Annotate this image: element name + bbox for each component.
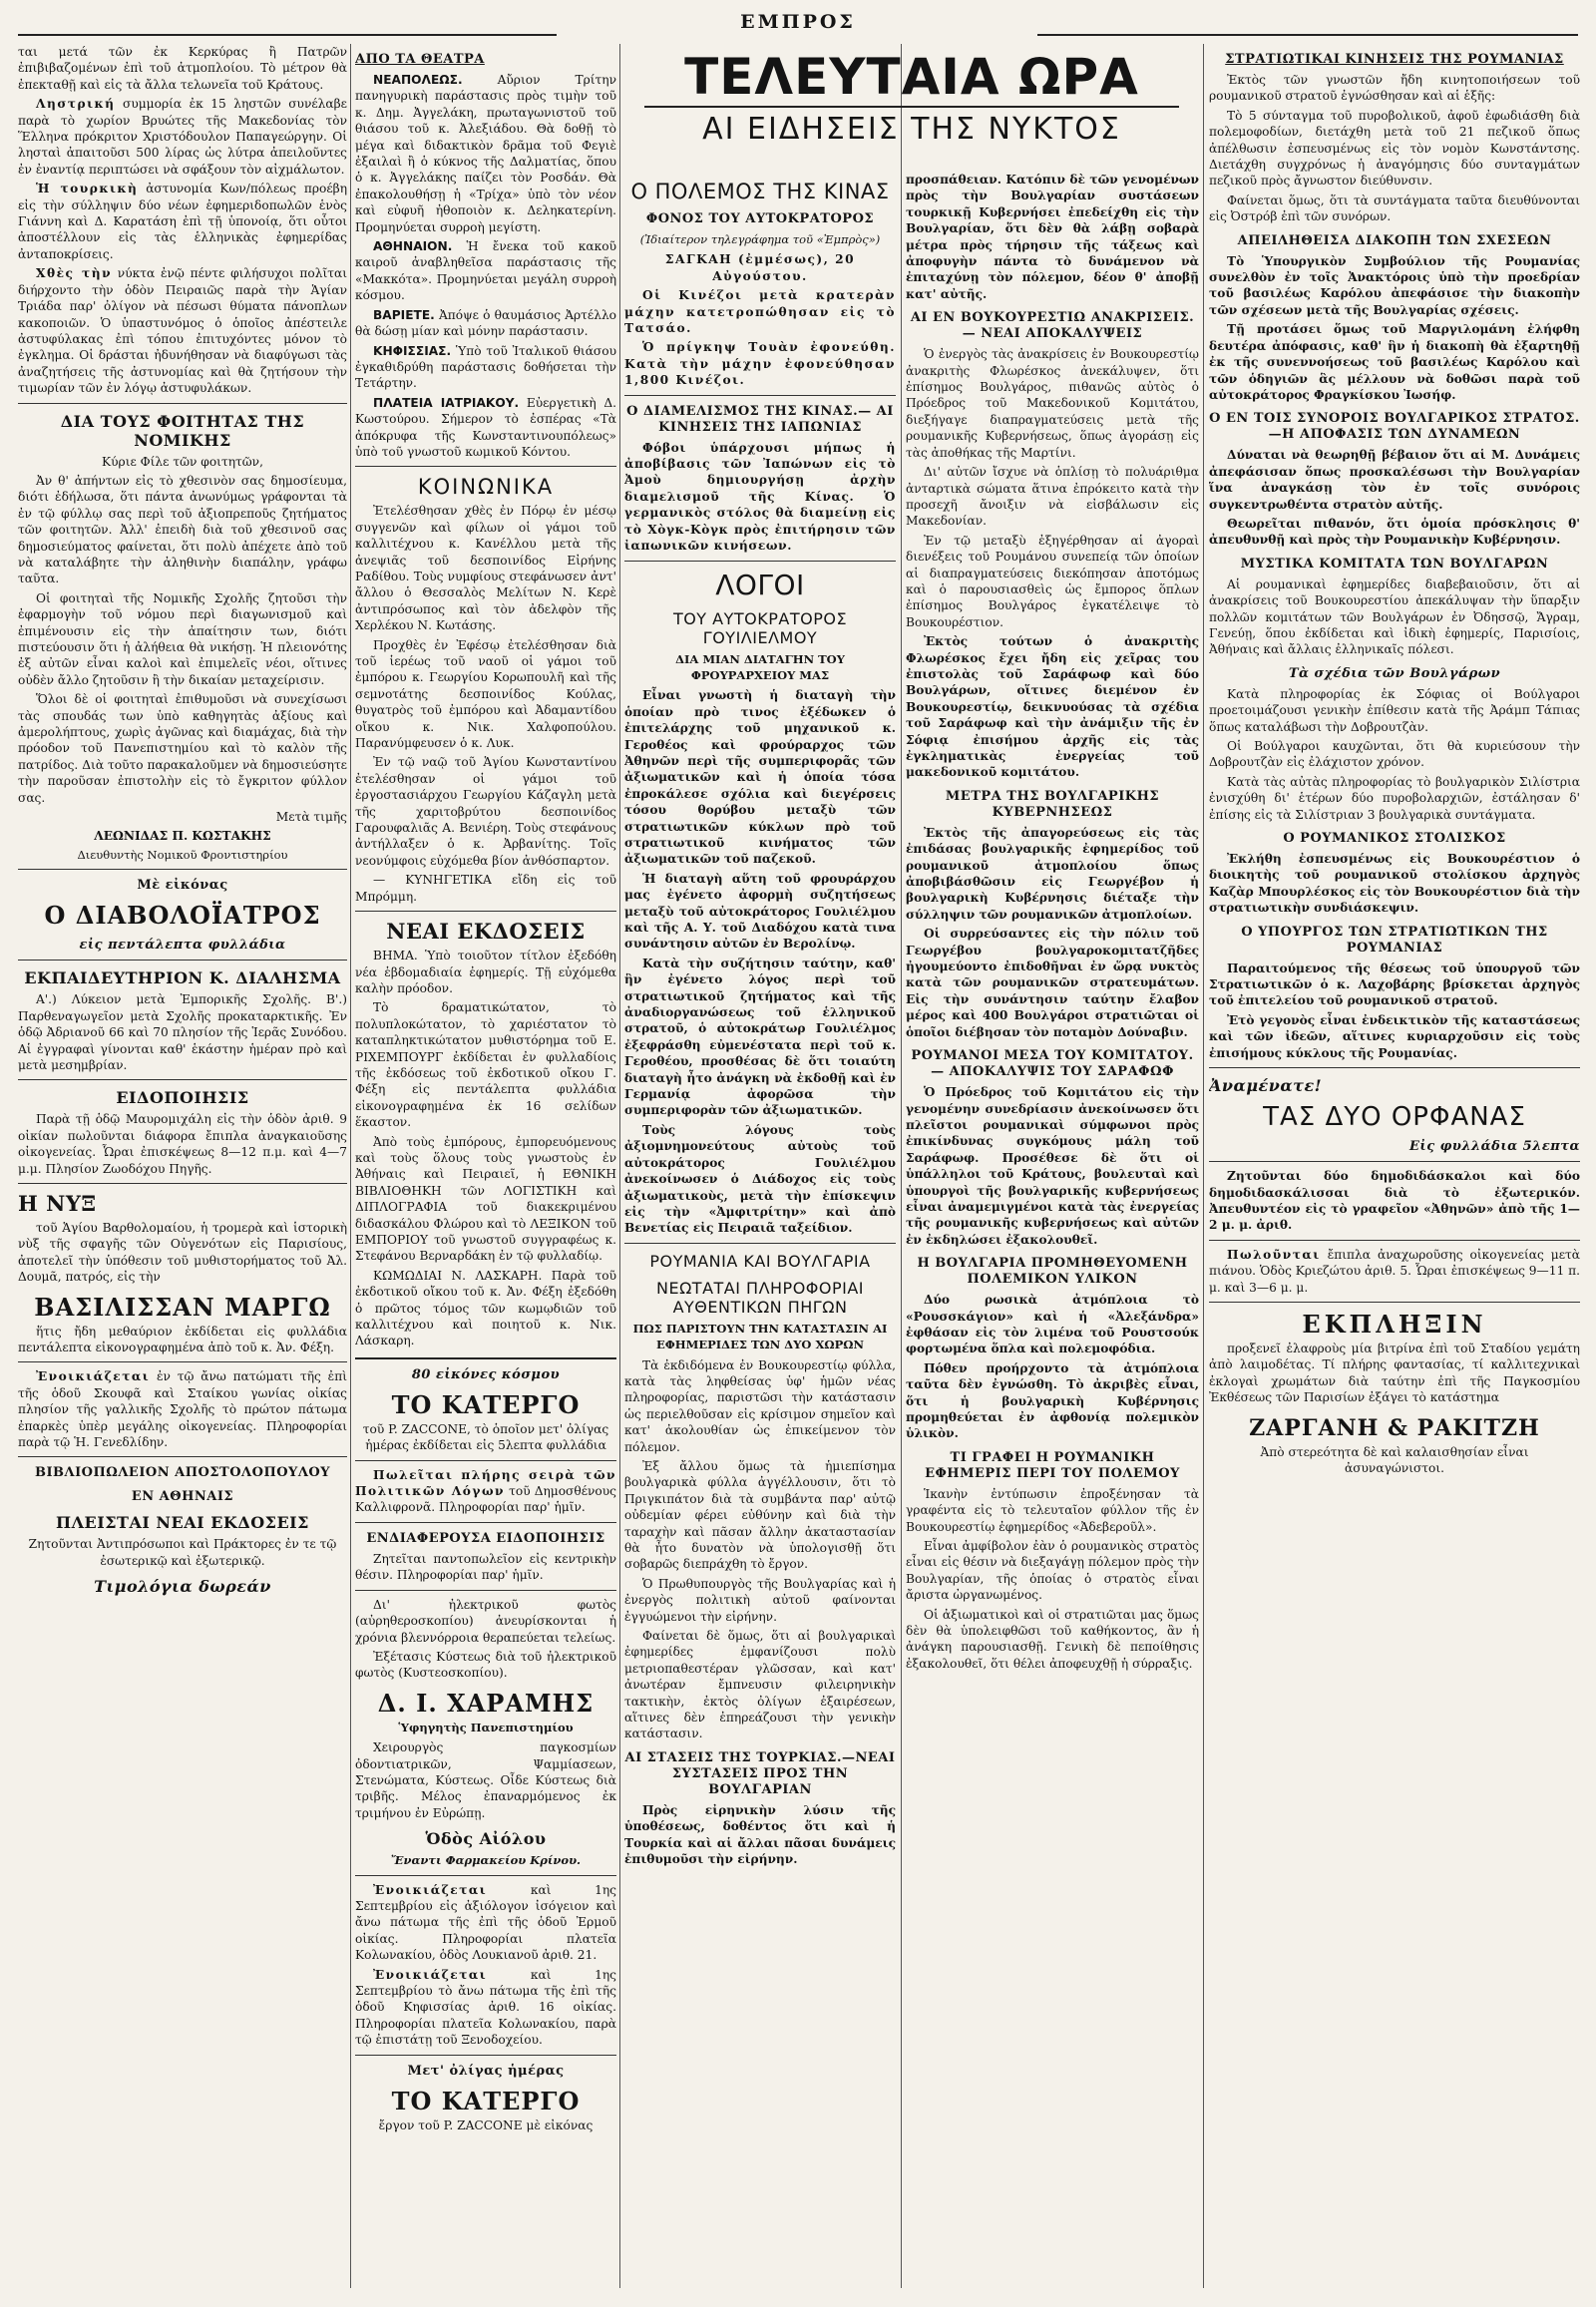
column-rule bbox=[350, 44, 351, 2288]
ad-title-night: Η ΝΥΞ bbox=[18, 1190, 97, 1216]
headline-secret-committees: ΜΥΣΤΙΚΑ ΚΟΜΙΤΑΤΑ ΤΩΝ ΒΟΥΛΓΑΡΩΝ bbox=[1240, 556, 1549, 572]
paragraph bbox=[355, 343, 616, 392]
divider bbox=[624, 561, 896, 562]
wire-note: (Ἰδιαίτερον τηλεγράφημα τοῦ «Ἐμπρὸς») bbox=[639, 232, 881, 246]
divider bbox=[18, 1456, 347, 1457]
subheadline-press: ΠΩΣ ΠΑΡΙΣΤΟΥΝ ΤΗΝ ΚΑΤΑΣΤΑΣΙΝ ΑΙ ΕΦΗΜΕΡΙΔΕΣ ΤΩΝ ΔΥΟ ΧΩΡΩΝ bbox=[632, 1321, 888, 1352]
paragraph: Οἱ φοιτηταὶ τῆς Νομικῆς Σχολῆς ζητοῦσι τὴν ἐφαρμογὴν τοῦ νόμου περὶ διαγωνισμοῦ καὶ ἐπιμένουσιν εἰς τὴν ἀπαίτησιν των, διότι πιστεύουσιν ὅτι ἡ ἀλήθεια θὰ νικήσῃ. Ἡ πλειονότης ἐξ αὐτῶν εἶναι καλοὶ καὶ ἐπιμελεῖς νέοι, οἵτινες οὐδὲν ἄλλο ζητοῦσιν ἢ τὴν δικαίαν μεταχείρισιν. bbox=[18, 590, 347, 687]
paragraph: Ὁ πρίγκηψ Τουὰν ἐφονεύθη. Κατὰ τὴν μάχην ἐφονεύθησαν 1,800 Κινέζοι. bbox=[624, 340, 896, 388]
paragraph: Τὸ 5 σύνταγμα τοῦ πυροβολικοῦ, ἀφοῦ ἐφωδιάσθη διὰ πολεμοφοδίων, διετάχθη μετὰ τοῦ 21 πεζικοῦ ὅπως ἀπέλθωσιν ἐσπευσμένως εἰς τὸν νομὸν Κωνστάντσης. Διετάχθη συγχρόνως ἡ ἀναγόμησις δύο συνταγμάτων πεζικοῦ πρὸς ἄγνωστον διεύθυνσιν. bbox=[1209, 108, 1580, 189]
ad-title-school: ΕΚΠΑΙΔΕΥΤΗΡΙΟΝ Κ. ΔΙΑΛΗΣΜΑ bbox=[24, 968, 341, 988]
divider bbox=[18, 960, 347, 961]
paragraph bbox=[18, 1368, 347, 1450]
headline-bulgarian-plans: Τὰ σχέδια τῶν Βουλγάρων bbox=[1288, 665, 1501, 681]
paragraph: Πόθεν προήρχοντο τὰ ἀτμόπλοια ταῦτα δὲν ἐγνώσθη. Τὸ ἀκριβὲς εἶναι, ὅτι ἡ βουλγαρικὴ Κυβέρνησις προμηθεύεται ἐν ἀφθονίᾳ πολεμικὸν ὑλικὸν. bbox=[906, 1360, 1199, 1441]
paragraph: Φόβοι ὑπάρχουσι μήπως ἡ ἀποβίβασις τῶν Ἰαπώνων εἰς τὸ Ἀμοὺ δημιουργήσῃ ἀρχὴν διαμελισμοῦ τῆς Κίνας. Ὁ γερμανικὸς στόλος θὰ διαμείνῃ εἰς τὸ Χὸγκ-Κὸγκ πρὸς ἐπιτήρησιν τῶν ἰαπωνικῶν κινήσεων. bbox=[624, 440, 896, 554]
paragraph-text: τοῦ Δημοσθένους Καλλιφρονᾶ. Πληροφορίαι παρ' ἡμῖν. bbox=[355, 1484, 616, 1515]
signature: ΛΕΩΝΙΔΑΣ Π. ΚΩΣΤΑΚΗΣ bbox=[94, 829, 271, 844]
ad-pretitle: Μετ' ὀλίγας ἡμέρας bbox=[407, 2063, 565, 2079]
divider bbox=[18, 1361, 347, 1362]
paragraph: Φαίνεται δὲ ὅμως, ὅτι αἱ βουλγαρικαὶ ἐφημερίδες ἐμφανίζουσι πολὺ μετριοπαθεστέραν γλῶσσαν, καὶ κατ' ἀνωτέραν ἔμπνευσιν φιλειρηνικὴν τακτικὴν, ἐκτὸς ὀλίγων ἐξαιρέσεων, αἵτινες δὲν ἐπηρεάζουσι τὴν γενικὴν κατάστασιν. bbox=[624, 1629, 896, 1741]
paragraph: ἔργον τοῦ P. ZACCONE μὲ εἰκόνας bbox=[378, 2117, 594, 2132]
banner-space bbox=[906, 44, 1199, 172]
paragraph bbox=[1209, 1247, 1580, 1296]
headline-bucharest-inquiries: ΑΙ ΕΝ ΒΟΥΚΟΥΡΕΣΤΙΩ ΑΝΑΚΡΙΣΕΙΣ. — ΝΕΑΙ ΑΠΟΚΑΛΥΨΕΙΣ bbox=[910, 310, 1195, 342]
paragraph: Ἡ διαταγὴ αὕτη τοῦ φρουράρχου μας ἐγένετο ἀφορμὴ συζητήσεως μεταξὺ τοῦ αὐτοκράτορος Γουλιέλμου καὶ τῆς Α. Υ. τοῦ Διαδόχου κατὰ τινα συνάντησιν αὐτῶν ἐν Βερολίνῳ. bbox=[624, 871, 896, 952]
headline-emperor-wilhelm: ΤΟΥ ΑΥΤΟΚΡΑΤΟΡΟΣ ΓΟΥΙΛΙΕΛΜΟΥ bbox=[672, 608, 848, 647]
paragraph-text: ἐν τῷ ἄνω πατώματι τῆς ἐπὶ τῆς ὁδοῦ Σκουφᾶ καὶ Σταίκου γωνίας οἰκίας πλησίον τῆς γαλλικῆς Σχολῆς τὸ πρώτον πάτωμα ἐπαρκὲς ὑπὲρ μεγάλης οἰκογενείας. Πληροφορίαι παρὰ τῷ Ἡ. Γενεδλίδην. bbox=[18, 1369, 347, 1449]
paragraph: ται μετά τῶν ἐκ Κερκύρας ἢ Πατρῶν ἐπιβιβαζομένων ἐπὶ τοῦ ἀτμοπλοίου. Τὸ μέτρον θὰ ἐπεκταθῇ καὶ εἰς τὰ ἄλλα τελωνεῖα τοῦ Κράτους. bbox=[18, 45, 347, 92]
lead-word: Χθὲς τὴν bbox=[36, 266, 113, 281]
paragraph: Τὰ ἐκδιδόμενα ἐν Βουκουρεστίῳ φύλλα, κατὰ τὰς ληφθείσας ὑφ' ἡμῶν νέας πληροφορίας, παριστῶσι τὴν κατάστασιν ὡς περιελθοῦσαν εἰς κρίσιμον σημεῖον καὶ κατ' ἀκολουθίαν ὡς ἐπικείμενον τὸν πόλεμον. bbox=[624, 1357, 896, 1454]
headline-law-students: ΔΙΑ ΤΟΥΣ ΦΟΙΤΗΤΑΣ ΤΗΣ ΝΟΜΙΚΗΣ bbox=[60, 411, 305, 450]
paragraph: Κατὰ τὰς αὐτὰς πληροφορίας τὸ βουλγαρικὸν Σιλίστρια ἐνισχύθη δι' ἑτέρων δύο πυροβολαρχιῶν, ἐστάλησαν δ' ἐπίσης εἰς τὰ Σιλίστριαν 3 βουλγαρικὰ συντάγματα. bbox=[1209, 774, 1580, 822]
paragraph: — ΚΥΝΗΓΕΤΙΚΑ εἴδη εἰς τοῦ Μπρόμμη. bbox=[355, 873, 616, 904]
paragraph: Προχθὲς ἐν Ἐφέσῳ ἐτελέσθησαν διὰ τοῦ ἱερέως τοῦ ναοῦ οἱ γάμοι τοῦ ἐμπόρου κ. Γεωργίου Κορωπουλῆ καὶ τῆς σεμνοτάτης δεσποινίδος Κούλας, θυγατρὸς τοῦ ἐμπόρου καὶ Ἀδαμαντίδου οἴκου κ. Νικ. Χαλφοπούλου. Παρανύμφευσεν ὁ κ. Λυκ. bbox=[355, 637, 616, 751]
headline-words: ΛΟΓΟΙ bbox=[715, 568, 805, 601]
headline-war-supplies: Η ΒΟΥΛΓΑΡΙΑ ΠΡΟΜΗΘΕΥΟΜΕΝΗ ΠΟΛΕΜΙΚΟΝ ΥΛΙΚΟΝ bbox=[917, 1256, 1188, 1288]
divider bbox=[355, 1875, 616, 1876]
paragraph: Ζητεῖται παντοπωλεῖον εἰς κεντρικὴν θέσιν. Πληροφορίαι παρ' ἡμῖν. bbox=[355, 1551, 616, 1583]
divider bbox=[355, 911, 616, 912]
paragraph: προξενεῖ ἐλαφροὺς μία βιτρίνα ἐπὶ τοῦ Σταδίου γεμάτη ἀπὸ λαιμοδέτας. Τί πλήρης φαντασίας, τί καλλιτεχνικαὶ ἐκλογαὶ χρωμάτων διὰ ταύτην ἐπὶ τῆς Παγκοσμίου Ἐκθέσεως τῶν Παρισίων ἐξάγει τὸ κατάστημα bbox=[1209, 1341, 1580, 1405]
headline-romanian-press: ΤΙ ΓΡΑΦΕΙ Η ΡΟΥΜΑΝΙΚΗ ΕΦΗΜΕΡΙΣ ΠΕΡΙ ΤΟΥ ΠΟΛΕΜΟΥ bbox=[925, 1449, 1180, 1481]
paragraph: Οἱ Κινέζοι μετὰ κρατερὰν μάχην κατετροπώθησαν εἰς τὸ Τατσάο. bbox=[624, 288, 896, 336]
ad-title-katergo-2: ΤΟ ΚΑΤΕΡΓΟ bbox=[391, 2086, 581, 2115]
paragraph: Τοὺς λόγους τοὺς ἀξιομνημονεύτους αὐτοὺς τοῦ αὐτοκράτορος Γουλιέλμου ἀνεκοίνωσεν ὁ Διάδοχος εἰς τοὺς ἀξιωματικοὺς, μετὰ τὴν ἐπίσκεψιν εἰς τὴν «Ἀμφιτρίτην» καὶ ἀπὸ Βενετίας εἰς Πειραιᾶ ταξείδιον. bbox=[624, 1122, 896, 1236]
paragraph: ΚΩΜΩΔΙΑΙ Ν. ΛΑΣΚΑΡΗ. Παρὰ τοῦ ἐκδοτικοῦ οἴκου τοῦ κ. Ἀν. Φέξη ἐξεδόθη ὁ πρῶτος τόμος τῶν κωμῳδιῶν τοῦ καλλιτέχνου καὶ ποιητοῦ κ. Νικ. Λάσκαρη. bbox=[355, 1268, 616, 1348]
doctor-address-note: Ἔναντι Φαρμακείου Κρίνου. bbox=[390, 1853, 582, 1868]
paragraph: Ὁ Πρωθυπουργὸς τῆς Βουλγαρίας καὶ ἡ ἐνεργὸς πολιτικὴ αὐτοῦ φαίνονται ἐγγυώμενοι τὴν εἰρήνην. bbox=[624, 1576, 896, 1624]
paragraph: Δι' αὐτῶν ἴσχυε νὰ ὁπλίσῃ τὸ πολυάριθμα ἀνταρτικὰ σώματα ἅτινα ἐπρόκειτο κατὰ τὴν προσεχῆ ἄνοιξιν νὰ εἰσβάλωσιν εἰς Μακεδονίαν. bbox=[906, 465, 1199, 529]
banner-title: ΤΕΛΕΥΤΑΙΑ ΩΡΑ bbox=[684, 48, 1139, 106]
column-4 bbox=[906, 44, 1199, 2288]
paragraph bbox=[18, 265, 347, 396]
ad-subtitle: Εἰς φυλλάδια 5λεπτα bbox=[1409, 1139, 1580, 1155]
masthead-rule-right bbox=[1037, 34, 1578, 36]
paragraph: Ἀπὸ τοὺς ἐμπόρους, ἐμπορευόμενους καὶ τοὺς ὅλους τοὺς γνωστοὺς ἐν Ἀθήναις καὶ Πειραιεῖ, ἡ ΕΘΝΙΚΗ ΒΙΒΛΙΟΘΗΚΗ τῶν ΛΟΓΙΣΤΙΚΗ καὶ ΔΙΠΛΟΓΡΑΦΙΑ τοῦ διακεκριμένου διδασκάλου Φλώρου καὶ τὸ ΛΕΞΙΚΟΝ τοῦ ΕΜΠΟΡΙΟΥ τοῦ γνωστοῦ συγγραφέως κ. Στεφάνου Βερναρδάκη ἐν τῷ φυλλαδίῳ. bbox=[355, 1134, 616, 1264]
divider bbox=[355, 1522, 616, 1523]
paragraph bbox=[355, 307, 616, 340]
headline-romania-bulgaria: ΡΟΥΜΑΝΙΑ ΚΑΙ ΒΟΥΛΓΑΡΙΑ bbox=[649, 1251, 871, 1271]
lead-word: ΑΘΗΝΑΙΟΝ. bbox=[373, 239, 453, 254]
divider bbox=[1209, 1161, 1580, 1162]
paragraph: Ὁ ἐνεργὸς τὰς ἀνακρίσεις ἐν Βουκουρεστίῳ ἀνακριτὴς Φλωρέσκος ἀνεκάλυψεν, ὅτι ἐπίσημος Βουλγάρος, πιθανῶς αὐτὸς ὁ Πρόεδρος τοῦ Μακεδονικοῦ Κομιτάτου, διεξήγαγε διαπραγματεύσεις μετὰ τῆς ρουμανικῆς Κυβερνήσεως, ὅπως ἀγοράσῃ εἰς τὰς ἀποθήκας τῆς Μαρτίνι. bbox=[906, 347, 1199, 460]
ad-pretitle: 80 εἰκόνες κόσμου bbox=[411, 1366, 561, 1382]
paragraph-text: νύκτα ἐνῷ πέντε φιλήσυχοι πολῖται διήρχοντο τὴν ὁδὸν Πειραιῶς παρὰ τὴν Ἁγίαν Τριάδα παρ' ὀλίγον νὰ πέσωσι θύματα πάνοπλων κακοποιῶν. Ὁ ὑπαστυνόμος ὁ ὁποῖος ἀπέστειλε ἀστυφύλακας ἐπὶ τόπου ἐπιτυχόντες μόνον τὸ ἐγκλημα. Οἱ δράσται ἠδυνήθησαν νὰ διαφύγωσι τὰς ἀναζητήσεις τῆς ἀστυνομίας καὶ θὰ ζητήσουν τὴν τιμωρίαν τῶν ἐν λόγῳ ἀστυφυλάκων. bbox=[18, 266, 347, 396]
ad-footer-catalogue: Τιμολόγια δωρεάν bbox=[94, 1577, 271, 1597]
headline-turkey-attitude: ΑΙ ΣΤΑΣΕΙΣ ΤΗΣ ΤΟΥΡΚΙΑΣ.—ΝΕΑΙ ΣΥΣΤΑΣΕΙΣ ΠΡΟΣ ΤΗΝ ΒΟΥΛΓΑΡΙΑΝ bbox=[624, 1749, 896, 1797]
paragraph: Ὁ Πρόεδρος τοῦ Κομιτάτου εἰς τὴν γενομένην συνεδρίασιν ἀνεκοίνωσεν ὅτι πλεῖστοι ρουμανικαὶ σύμφωνοι πρὸς ἐπικίνδυνας συγκόμους μάλη τοῦ Σαράφωφ. Προσέθεσε δὲ ὅτι οἱ ὑπάλληλοι τοῦ Κράτους, βουλευταὶ καὶ ὑπουργοὶ τῆς βουλγαρικῆς κυβερνήσεως εἶναι ἀναμεμιγμένοι κατὰ τὰς ἐνεργείας τῆς ρουμανικῆς κυβερνήσεως καὶ αὐτῶν ἐν ἐκδηλώσει ἐξακολουθεῖ. bbox=[906, 1085, 1199, 1247]
letter-salutation: Κύριε Φίλε τῶν φοιτητῶν, bbox=[102, 454, 263, 469]
headline-threatened-break: ΑΠΕΙΛΗΘΕΙΣΑ ΔΙΑΚΟΠΗ ΤΩΝ ΣΧΕΣΕΩΝ bbox=[1237, 232, 1552, 248]
letter-closing: Μετὰ τιμῆς bbox=[275, 810, 347, 825]
paragraph-text: Αὔριον Τρίτην πανηγυρικὴ παράστασις πρὸς τιμὴν τοῦ κ. Δημ. Ἀγγελάκη, πρωταγωνιστοῦ τοῦ θιάσου τοῦ κ. Ἀλεξιάδου. Θὰ δοθῇ τὸ μέγα καὶ διδακτικὸν δρᾶμα τοῦ Φεγιὲ ἐξαιλαὶ ἢ ὁ κύκνος τῆς Δαλματίας, ὅπου ὁ κ. Ἀγγελάκης παίζει τὸν Ροσδάν. Θὰ ἐπακολουθήσῃ ἡ «Τρίχα» ὑπὸ τὸν νέον καὶ εὐφυῆ ἠθοποιὸν κ. Δεληκατερίνη. Προμηνύεται συρροὴ μεγίστη. bbox=[355, 73, 616, 234]
paragraph: Ἐκτὸς τῆς ἀπαγορεύσεως εἰς τὰς ἐπιδάσας βουλγαρικῆς ἐφημερίδος τοῦ ρουμανικοῦ ἀτμοπλοίου ὅπως ἀποβιβάσθῶσιν εἰς Γεωργέβον ἡ βουλγαρικὴ Κυβέρνησις διέταξε τὴν σύλληψιν τῶν ρουμανικῶν ἀτμοπλοίων. bbox=[906, 825, 1199, 922]
divider bbox=[1209, 1067, 1580, 1068]
subheadline-emperor-killed: ΦΟΝΟΣ ΤΟΥ ΑΥΤΟΚΡΑΤΟΡΟΣ bbox=[645, 211, 875, 226]
lead-word: Πωλοῦνται bbox=[1227, 1247, 1321, 1262]
paragraph: Ἐν τῷ μεταξὺ ἐξηγέρθησαν αἱ ἀγοραὶ διενέξεις τοῦ Ρουμάνου συνεπείᾳ τῶν ὁποίων αἱ διαπραγματεύσεις διεκόπησαν ἀποτόμως καὶ ὁ παρουσιασθεὶς ὡς ἔμπορος ὅπλων ἐπίσημος Βουλγάρος ἐγκατέλειψε τὸ Βουκουρέστιον. bbox=[906, 533, 1199, 629]
ad-title-doctor: Δ. Ι. ΧΑΡΑΜΗΣ bbox=[377, 1688, 595, 1718]
headline-interesting-notice: ΕΝΔΙΑΦΕΡΟΥΣΑ ΕΙΔΟΠΟΙΗΣΙΣ bbox=[366, 1530, 605, 1546]
headline-war-minister: Ο ΥΠΟΥΡΓΟΣ ΤΩΝ ΣΤΡΑΤΙΩΤΙΚΩΝ ΤΗΣ ΡΟΥΜΑΝΙΑΣ bbox=[1241, 924, 1548, 956]
ad-title-surprise: ΕΚΠΛΗΞΙΝ bbox=[1302, 1309, 1487, 1339]
ad-subtitle: εἰς πεντάλεπτα φυλλάδια bbox=[79, 938, 286, 954]
lead-word: Ληστρική bbox=[36, 97, 116, 112]
paragraph-text: Ἀπόψε ὁ θαυμάσιος Ἀρτέλλο θὰ δώσῃ μίαν καὶ μόνην παράστασιν. bbox=[355, 307, 616, 339]
ad-title-queen-margot: ΒΑΣΙΛΙΣΣΑΝ ΜΑΡΓΩ bbox=[34, 1292, 331, 1322]
lead-word: Ἐνοικιάζεται bbox=[373, 1882, 488, 1897]
headline-romanian-fleet: Ο ΡΟΥΜΑΝΙΚΟΣ ΣΤΟΛΙΣΚΟΣ bbox=[1283, 831, 1506, 847]
paragraph: Οἱ Βούλγαροι καυχῶνται, ὅτι θὰ κυριεύσουν τὴν Δοβρουτζὰν εἰς ἐλάχιστον χρόνον. bbox=[1209, 739, 1580, 770]
ad-subtitle-bookshop: ΕΝ ΑΘΗΝΑΙΣ bbox=[131, 1489, 234, 1505]
divider bbox=[18, 1079, 347, 1080]
divider bbox=[18, 1183, 347, 1184]
ad-title-notices: ΕΙΔΟΠΟΙΗΣΙΣ bbox=[116, 1088, 249, 1108]
paragraph: Ζητοῦνται δύο δημοδιδάσκαλοι καὶ δύο δημοδιδασκάλισσαι διὰ τὸ ἐξωτερικόν. Ἀπευθυντέον εἰς τὸ γραφεῖον «Ἀθηνῶν» ἀπὸ τῆς 1—2 μ. μ. ἀριθ. bbox=[1209, 1169, 1580, 1233]
column-rule bbox=[1203, 44, 1204, 2288]
paragraph: Ὅλοι δὲ οἱ φοιτηταὶ ἐπιθυμοῦσι νὰ συνεχίσωσι τὰς σπουδάς των ὑπὸ καθηγητὰς ἀξίους καὶ ἀμερολήπτους, χωρὶς ἀγῶνας καὶ διαμάχας, διὰ τὴν πρόοδον τοῦ Πανεπιστημίου καὶ τὸ καλὸν τῆς πατρίδος. Διὰ τοῦτο παρακαλοῦμεν νὰ δημοσιεύσητε τὴν παροῦσαν ἐπιστολὴν εἰς τὸ ἔγκριτον φύλλον σας. bbox=[18, 692, 347, 805]
paragraph-text: Ἡ ἔνεκα τοῦ κακοῦ καιροῦ ἀναβληθεῖσα παράστασις τῆς «Μακκότα». Προμηνύεται μεγάλη συρροὴ κόσμου. bbox=[355, 239, 616, 303]
paragraph: Παραιτούμενος τῆς θέσεως τοῦ ὑπουργοῦ τῶν Στρατιωτικῶν ὁ κ. Λαχοβάρης βρίσκεται ἀρχηγὸς τοῦ ἐπιτελείου τοῦ ρουμανικοῦ στρατοῦ. bbox=[1209, 961, 1580, 1008]
ad-subtitle-doctor: Ὑφηγητὴς Πανεπιστημίου bbox=[398, 1720, 574, 1734]
paragraph: Ἀν θ' ἀπήντων εἰς τὸ χθεσινὸν σας δημοσίευμα, διότι ἐδήλωσα, ὅτι πάντα ἀνωνύμως γράφονται τὰ ἐν τῷ φύλλῳ σας περὶ τοῦ ἀξιοπρεποῦς ζητήματος τῶν φοιτητῶν. Ἀλλ' ἐπειδὴ διὰ τοῦ χθεσινοῦ σας δημοσιεύματος φαίνεται, ὅτι πολὺ ἀπέχετε ἀπὸ τοῦ νὰ καταλάβητε τὴν ἀληθινὴν διαπάλην, γράφω ταῦτα. bbox=[18, 473, 347, 586]
paragraph: Οἱ συρρεύσαντες εἰς τὴν πόλιν τοῦ Γεωργέβου βουλγαροκομιτατζῆδες ἠγουμεύοντο ἐπιδοθῆναι ἐν ὥρᾳ νυκτὸς κατὰ τῶν ρουμανικῶν στρατευμάτων. Εἰς τὴν συνάντησιν ταύτην ἔλαβον μέρος καὶ 400 Βουλγάροι στρατιῶται οἱ ὁποῖοι διέβησαν τὸν ποταμὸν Δούναβιν. bbox=[906, 927, 1199, 1039]
column-rule bbox=[901, 44, 902, 2288]
paragraph: Ἐκλήθη ἐσπευσμένως εἰς Βουκουρέστιον ὁ διοικητὴς τοῦ ρουμανικοῦ στολίσκου ἀρχηγὸς Καζὰρ Μπουρλέσκος εἰς τὸν Βουκουρέστιον διὰ τὴν στρατιωτικὴν συνδιάσκεψιν. bbox=[1209, 852, 1580, 916]
dateline bbox=[624, 251, 896, 284]
paragraph: Δύναται νὰ θεωρηθῇ βέβαιον ὅτι αἱ Μ. Δυνάμεις ἀπεφάσισαν ὅπως προσκαλέσωσι τὴν Βουλγαρίαν ἵνα ἀναγκάσῃ τὸν ἐν τοῖς συνόροις συγκεντρωθέντα στρατὸν αὐτῆς. bbox=[1209, 448, 1580, 512]
paragraph: Ἐκτὸς τούτων ὁ ἀνακριτὴς Φλωρέσκος ἔχει ἤδη εἰς χεῖρας του ἐπιστολὰς τοῦ Σαράφωφ καὶ δύο Βουλγάρων, οἵτινες διεμένον ἐν Βουκουρεστίῳ, δεικνυούσας τὰ σχέδια τοῦ Σαράφωφ καὶ τὴν ἀνάμιξιν τῆς ἐν Σόφιᾳ ἐπισήμου ἀρχῆς εἰς τὰς ἐγκληματικὰς ἐνεργείας τοῦ μακεδονικοῦ κομιτάτου. bbox=[906, 634, 1199, 780]
headline-bulgarian-measures: ΜΕΤΡΑ ΤΗΣ ΒΟΥΛΓΑΡΙΚΗΣ ΚΥΒΕΡΝΗΣΕΩΣ bbox=[945, 788, 1160, 820]
paragraph: Ἐξέτασις Κύστεως διὰ τοῦ ἠλεκτρικοῦ φωτὸς (Κυστεοσκοπίου). bbox=[355, 1649, 616, 1681]
paragraph bbox=[355, 1967, 616, 2049]
doctor-address: Ὁδὸς Αἰόλου bbox=[425, 1829, 547, 1849]
headline-social: ΚΟΙΝΩΝΙΚΑ bbox=[417, 475, 555, 500]
paragraph: Παρὰ τῇ ὁδῷ Μαυρομιχάλη εἰς τὴν ὁδὸν ἀριθ. 9 οἰκίαν πωλοῦνται διάφορα ἔπιπλα ἀναγκαιοῦσης οἰκογενείας. Ὧραι ἐπισκέψεως 8—12 π.μ. καὶ 4—7 μ.μ. Πλησίον Ζωοδόχου Πηγῆς. bbox=[18, 1112, 347, 1176]
paragraph: Πρὸς εἰρηνικὴν λύσιν τῆς ὑποθέσεως, δοθέντος ὅτι καὶ ἡ Τουρκία καὶ αἱ ἄλλαι πᾶσαι δυνάμεις ἐπιθυμοῦσι τὴν εἰρήνην. bbox=[624, 1802, 896, 1867]
headline-new-editions: ΝΕΑΙ ΕΚΔΟΣΕΙΣ bbox=[386, 919, 586, 945]
headline-theatres: ΑΠΟ ΤΑ ΘΕΑΤΡΑ bbox=[355, 52, 485, 67]
ad-pretitle: Μὲ εἰκόνας bbox=[137, 878, 228, 894]
paragraph: τοῦ P. ZACCONE, τὸ ὁποῖον μετ' ὀλίγας ἡμέρας ἐκδίδεται εἰς 5λεπτα φυλλάδια bbox=[362, 1421, 609, 1453]
paragraph-text: καὶ 1ης Σεπτεμβρίου εἰς ἀξιόλογον ἰσόγειον καὶ ἄνω πάτωμα τῆς ἐπὶ τῆς ὁδοῦ Ἐρμοῦ οἰκίας. Πληροφορίαι πλατεῖα Κολωνακίου, ὁδὸς Λουκιανοῦ ἀριθ. 21. bbox=[355, 1882, 616, 1963]
paragraph: Εἶναι ἀμφίβολον ἐὰν ὁ ρουμανικὸς στρατὸς εἶναι εἰς θέσιν νὰ διεξαγάγῃ πόλεμον πρὸς τὴν Βουλγαρίαν, τῆς ὁποίας ὁ στρατὸς εἶναι ἄριστα ὠργανωμένος. bbox=[906, 1539, 1199, 1603]
paragraph-text: συμμορία ἐκ 15 ληστῶν συνέλαβε παρὰ τὸ χωρίον Βρυώτες τῆς Μακεδονίας τὸν Ἕλληνα πρόκριτον Χριστόδουλον Παπαγεώργην. Οἱ λησταὶ ἀπαιτοῦσι 500 λίρας ὡς λύτρα ἀπειλοῦντες ἐν ἐναντίᾳ περιπτώσει νὰ σφάξουν τὸν αἰχμάλωτον. bbox=[18, 97, 347, 177]
paragraph: Ἐκτὸς τῶν γνωστῶν ἤδη κινητοποιήσεων τοῦ ρουμανικοῦ στρατοῦ ἐγνώσθησαν καὶ αἱ ἑξῆς: bbox=[1209, 73, 1580, 104]
signature-title: Διευθυντὴς Νομικοῦ Φροντιστηρίου bbox=[77, 847, 288, 862]
divider bbox=[18, 403, 347, 404]
ad-title-katergo: ΤΟ ΚΑΤΕΡΓΟ bbox=[391, 1389, 581, 1419]
divider bbox=[624, 1243, 896, 1244]
divider bbox=[355, 2055, 616, 2056]
headline-division-of-china: Ο ΔΙΑΜΕΛΙΣΜΟΣ ΤΗΣ ΚΙΝΑΣ.— ΑΙ ΚΙΝΗΣΕΙΣ ΤΗΣ ΙΑΠΩΝΙΑΣ bbox=[626, 403, 894, 435]
banner-subtitle: ΑΙ ΕΙΔΗΣΕΙΣ ΤΗΣ ΝΥΚΤΟΣ bbox=[702, 112, 1121, 147]
paragraph: Φαίνεται ὅμως, ὅτι τὰ συντάγματα ταῦτα διευθύνονται εἰς Ὀστρόβ ἐπὶ τῶν συνόρων. bbox=[1209, 192, 1580, 224]
paragraph-text: Εὐεργετικὴ Δ. Κωστούρου. Σήμερον τὸ ἐσπέρας «Τὰ ἀπόκρυφα τῆς Κωνσταντινουπόλεως» ὑπὸ τοῦ γνωστοῦ κωμικοῦ Κόντου. bbox=[355, 395, 616, 459]
lead-word: Πωλεῖται πλήρης σειρὰ τῶν Πολιτικῶν Λόγων bbox=[355, 1467, 616, 1499]
headline-latest-info: ΝΕΩΤΑΤΑΙ ΠΛΗΡΟΦΟΡΙΑΙ ΑΥΘΕΝΤΙΚΩΝ ΠΗΓΩΝ bbox=[655, 1278, 864, 1317]
divider bbox=[624, 395, 896, 396]
divider bbox=[1209, 1302, 1580, 1303]
paragraph: Τὸ Ὑπουργικὸν Συμβούλιον τῆς Ρουμανίας συνελθὸν ἐν τοῖς Ἀνακτόροις ὑπὸ τὴν προεδρίαν τοῦ βασιλέως Καρόλου ἀπεφάσισε τὴν διακοπὴν τῶν σχέσεων μετὰ τῆς Βουλγαρίας σχέσεις. bbox=[1209, 253, 1580, 317]
paragraph: Ἐτελέσθησαν χθὲς ἐν Πόρῳ ἐν μέσῳ συγγενῶν καὶ φίλων οἱ γάμοι τοῦ καλλιτέχνου κ. Κανέλλου μετὰ τῆς ἀνεψιᾶς τοῦ δεσποινίδος Εἰρήνης Ραδίθου. Τοὺς νυμφίους στεφάνωσεν ἀντ' ἄλλου ὁ Θεσσαλὸς Μελίτων Ν. Κερὲ ἀντιπρόσωπος καὶ τὸν ἀδελφὸν τῆς Χερλέκου Ν. Κωτάσης. bbox=[355, 504, 616, 633]
paragraph bbox=[18, 96, 347, 178]
lead-word: ΠΛΑΤΕΙΑ ΙΑΤΡΙΑΚΟΥ. bbox=[373, 395, 520, 410]
paragraph-text: Ὑπὸ τοῦ Ἰταλικοῦ θιάσου ἐγκαθιδρύθη παράστασις δοθήσεται τὴν Τετάρτην. bbox=[355, 343, 616, 391]
paragraph: Θεωρεῖται πιθανόν, ὅτι ὁμοία πρόσκλησις θ' ἀπευθυνθῇ καὶ πρὸς τὴν Ρουμανικὴν Κυβέρνησιν. bbox=[1209, 516, 1580, 548]
lead-word: ΒΑΡΙΕΤΕ. bbox=[373, 307, 435, 322]
paragraph bbox=[355, 1467, 616, 1516]
divider bbox=[355, 1590, 616, 1591]
paragraph: Ἐτὸ γεγονὸς εἶναι ἐνδεικτικὸν τῆς καταστάσεως καὶ τῶν ἰδεῶν, αἵτινες κυριαρχοῦσιν εἰς τοὺς ἐπισήμους κύκλους τῆς Ρουμανίας. bbox=[1209, 1012, 1580, 1060]
lead-word: Ἡ τουρκικὴ bbox=[36, 182, 139, 196]
paragraph: Οἱ ἀξιωματικοὶ καὶ οἱ στρατιῶται μας ὅμως δὲν θὰ ὑπολειφθῶσι τοῦ καθήκοντος, ἂν ἡ ἀνάγκη παρουσιασθῇ. Γενικὴ δὲ πεποίθησις ἐξακολουθεῖ, ὅτι θέλει ἀποφευχθῇ ἡ σύρραξις. bbox=[906, 1607, 1199, 1671]
ad-title-diavoloiatros: Ο ΔΙΑΒΟΛΟΪΑΤΡΟΣ bbox=[44, 901, 321, 931]
paragraph bbox=[355, 1882, 616, 1964]
paragraph: Τῇ προτάσει ὅμως τοῦ Μαργιλομάνη ἐλήφθη δευτέρα ἀπόφασις, καθ' ἣν ἡ διακοπὴ θὰ ἐξαρτηθῇ ἐκ τῆς συνεννοήσεως τοῦ βασιλέως Καρόλου καὶ τῶν ὁδηγιῶν ἃς μέλλουν νὰ δοθῶσι παρὰ τοῦ αὐτοκράτορος Φραγκίσκου Ἰωσήφ. bbox=[1209, 322, 1580, 402]
lead-word: ΚΗΦΙΣΣΙΑΣ. bbox=[373, 343, 452, 358]
divider bbox=[18, 869, 347, 870]
paragraph: Δι' ἠλεκτρικοῦ φωτὸς (αὐρηθεροσκοπίου) ἀνευρίσκονται ἡ χρόνια βλεννόρροια θεραπεύεται τελείως. bbox=[355, 1597, 616, 1645]
column-rule bbox=[619, 44, 620, 2288]
paragraph: Δύο ρωσικὰ ἀτμόπλοια τὸ «Ρουσσκάγιον» καὶ ἡ «Ἀλεξάνδρα» ἐφθάσαν εἰς τὸν λιμένα τοῦ Ρουστσούκ φορτωμένα ὅπλα καὶ πολεμοφόδια. bbox=[906, 1293, 1199, 1356]
divider bbox=[355, 466, 616, 467]
dateline-text: ΣΑΓΚΑΗ (ἐμμέσως), 20 Αὐγούστου. bbox=[664, 252, 856, 283]
ad-title-two-orphans: ΤΑΣ ΔΥΟ ΟΡΦΑΝΑΣ bbox=[1263, 1102, 1526, 1133]
paragraph: Ἐξ ἄλλου ὅμως τὰ ἡμιεπίσημα βουλγαρικὰ φύλλα ἀγγέλλουσιν, ὅτι τὸ Πριγκιπάτον διὰ τὰ συμβάντα παρ' αὐτῷ οὐδεμίαν φέρει εὐθύνην καὶ διὰ τὴν ταραχὴν καὶ πᾶσαν ἄλλην ἀκαταστασίαν θὰ ἦτο δυνατὸν νὰ ὑπολογισθῇ ὅτι σοβαρῶς διεπράχθη τὸ ἔργον. bbox=[624, 1458, 896, 1572]
paragraph: Εἶναι γνωστὴ ἡ διαταγὴ τὴν ὁποίαν πρὸ τινος ἐξέδωκεν ὁ ἐπιτελάρχης τοῦ μηχανικοῦ κ. Γεροθέος καὶ φρούραρχος τῶν Ἀθηνῶν περὶ τῆς συμπεριφορᾶς τῶν ἀξιωματικῶν καὶ ἡ ὁποία τόσα ἐπροκάλεσε σχόλια καὶ διεγέρσεις τόσου θορύβου μεταξὺ τῶν στρατιωτικῶν κύκλων πρὸ τοῦ στρατιωτικοῦ κινήματος τῶν ἀξιωματικῶν τοῦ παζεκοῦ. bbox=[624, 688, 896, 867]
headline-border-army: Ο ΕΝ ΤΟΙΣ ΣΥΝΟΡΟΙΣ ΒΟΥΛΓΑΡΙΚΟΣ ΣΤΡΑΤΟΣ.—Η ΑΠΟΦΑΣΙΣ ΤΩΝ ΔΥΝΑΜΕΩΝ bbox=[1209, 411, 1580, 443]
column-5 bbox=[1209, 44, 1580, 2288]
headline-committee-revelations: ΡΟΥΜΑΝΟΙ ΜΕΣΑ ΤΟΥ ΚΟΜΙΤΑΤΟΥ. — ΑΠΟΚΑΛΥΨΙΣ ΤΟΥ ΣΑΡΑΦΩΦ bbox=[911, 1048, 1194, 1080]
lead-word: Ἐνοικιάζεται bbox=[373, 1967, 488, 1982]
ad-title-bookshop: ΒΙΒΛΙΟΠΩΛΕΙΟΝ ΑΠΟΣΤΟΛΟΠΟΥΛΟΥ bbox=[34, 1465, 331, 1481]
paragraph: Κατὰ τὴν συζήτησιν ταύτην, καθ' ἣν ἐγένετο λόγος περὶ τοῦ στρατιωτικοῦ ζητήματος καὶ τῆς ἀναδιοργανώσεως τοῦ ἑλληνικοῦ στρατοῦ, ὁ αὐτοκράτωρ Γουλιέλμος ἐξεφράσθη εὐμενέστατα περὶ τοῦ κ. Γεροθέου, προσθέσας δὲ ὅτι τοιαύτη διαταγὴ ἦτο ἀνάγκη νὰ ἐκδοθῇ καὶ ἐν Γερμανίᾳ ἀφορῶσα τὴν συμπεριφορὰν τῶν ἀξιωματικῶν. bbox=[624, 956, 896, 1118]
column-3 bbox=[624, 44, 896, 2288]
paragraph: ΒΗΜΑ. Ὑπὸ τοιοῦτον τίτλον ἐξεδόθη νέα ἑβδομαδιαία ἐφημερίς. Τῇ εὐχόμεθα καλὴν πρόοδον. bbox=[355, 949, 616, 995]
paragraph bbox=[355, 238, 616, 304]
paragraph bbox=[355, 72, 616, 235]
subheadline-garrison-order: ΔΙΑ ΜΙΑΝ ΔΙΑΤΑΓΗΝ ΤΟΥ ΦΡΟΥΡΑΡΧΕΙΟΥ ΜΑΣ bbox=[675, 651, 845, 682]
headline-military-moves: ΣΤΡΑΤΙΩΤΙΚΑΙ ΚΙΝΗΣΕΙΣ ΤΗΣ ΡΟΥΜΑΝΙΑΣ bbox=[1225, 52, 1564, 67]
paragraph: προσπάθειαν. Κατόπιν δὲ τῶν γενομένων πρὸς τὴν Βουλγαρίαν συστάσεων τουρκικῇ Κυβερνήσει ἐπεδείχθη εἰς τὴν Βουλγαρίαν, ὅτι δὲν θὰ λάβῃ σοβαρὰ μέτρα πρὸς τήρησιν τῆς τάξεως καὶ ἀποφυγὴν πάντα τὸ δυνάμενον νὰ ἐπιταχύνῃ τὸν πόλεμον, δέον θ' ἀποβῇ κατ' αὐτῆς. bbox=[906, 173, 1199, 301]
ad-shop-name: ΖΑΡΓΑΝΗ & ΡΑΚΙΤΖΗ bbox=[1249, 1414, 1540, 1441]
lead-word: ΝΕΑΠΟΛΕΩΣ. bbox=[373, 73, 463, 87]
ad-pretitle: Ἀναμένατε! bbox=[1209, 1076, 1323, 1096]
paragraph: Χειρουργὸς παγκοσμίων ὀδοντιατρικῶν, Ψαμμίασεων, Στενώματα, Κύστεως. Οἶδε Κύστεως διὰ τριβῆς. Μέλος ἐπαναρμόμενος ἐκ τριμήνου ἐν Εὐρώπῃ. bbox=[355, 1740, 616, 1820]
divider bbox=[1209, 1240, 1580, 1241]
paragraph: Ζητοῦνται Ἀντιπρόσωποι καὶ Πράκτορες ἐν τε τῷ ἐσωτερικῷ καὶ ἐξωτερικῷ. bbox=[28, 1537, 337, 1568]
headline-china-war: Ο ΠΟΛΕΜΟΣ ΤΗΣ ΚΙΝΑΣ bbox=[630, 180, 890, 203]
divider bbox=[355, 1357, 616, 1359]
paragraph-text: ἔπιπλα ἀναχωροῦσης οἰκογενείας μετὰ πιάνου. Ὁδὸς Κριεζώτου ἀριθ. 5. Ὧραι ἐπισκέψεως 9—11 π. μ. καὶ 3—6 μ. μ. bbox=[1209, 1247, 1580, 1295]
paragraph: Τὸ δραματικώτατον, τὸ πολυπλοκώτατον, τὸ χαριέστατον τὸ καταπληκτικώτατον μυθιστόρημα τοῦ Ε. ΡΙΧΕΜΠΟΥΡΓ ἐκδίδεται ἐν φυλλαδίοις τῆς ἐκδόσεως τοῦ ἐκδοτικοῦ οἴκου Γ. Φέξη εἰς πεντάλεπτα φυλλάδια εἰκονογραφημένα ἐκ 16 σελίδων ἕκαστον. bbox=[355, 1000, 616, 1130]
paragraph-text: καὶ 1ης Σεπτεμβρίου τὸ ἄνω πάτωμα τῆς ἐπὶ τῆς ὁδοῦ Κηφισσίας ἀριθ. 16 οἰκίας. Πληροφορίαι πλατεῖα Κολωνακίου, παρὰ τῷ ἐπιστάτῃ τοῦ Ξενοδοχείου. bbox=[355, 1967, 616, 2048]
paragraph: Ἀπὸ στερεότητα δὲ καὶ καλαισθησίαν εἶναι ἀσυναγώνιστοι. bbox=[1260, 1444, 1529, 1475]
masthead-rule-left bbox=[18, 34, 557, 36]
paragraph: τοῦ Ἁγίου Βαρθολομαίου, ἡ τρομερὰ καὶ ἱστορικὴ νὺξ τῆς σφαγῆς τῶν Οὐγενότων εἰς Παρισίους, ἀποτελεῖ τὴν ὑπόθεσιν τοῦ μυθιστορήματος τοῦ Ἀλ. Δουμᾶ, πατρός, εἰς τὴν bbox=[18, 1220, 347, 1285]
ad-title-new-editions: ΠΛΕΙΣΤΑΙ ΝΕΑΙ ΕΚΔΟΣΕΙΣ bbox=[56, 1513, 309, 1533]
paragraph-text: ἀστυνομία Κων/πόλεως προέβη εἰς τὴν σύλληψιν δύο νέων ἐφημεριδοπωλῶν ἑνὸς Γιάννη καὶ Δ. Καρατάση ἐπὶ τῇ ὑπονοίᾳ, ὅτι οὗτοι ἀποστέλλουν εἰς τὰς ἑλληνικὰς ἐφημερίδας ἀνταποκρίσεις. bbox=[18, 182, 347, 261]
column-2 bbox=[355, 44, 616, 2288]
paragraph: Ἱκανὴν ἐντύπωσιν ἐπροξένησαν τὰ γραφέντα εἰς τὸ τελευταῖον φύλλον τῆς ἐν Βουκουρεστίῳ ἐφημερίδος «Ἀδεβεροῦλ». bbox=[906, 1486, 1199, 1534]
paragraph: Κατὰ πληροφορίας ἐκ Σόφιας οἱ Βούλγαροι προετοιμάζουσι γενικὴν ἐπίθεσιν κατὰ τῆς Ἀράμπ Τάπιας ὅπως καταλάβωσι τὴν Δοβρουτζὰν. bbox=[1209, 686, 1580, 734]
paragraph: Α'.) Λύκειον μετὰ Ἐμπορικῆς Σχολῆς. Β'.) Παρθεναγωγεῖον μετὰ Σχολῆς προκαταρκτικῆς. Ἐν ὁδῷ Ἀδριανοῦ 66 καὶ 70 πλησίον τῆς Ἱερᾶς Συνόδου. Αἱ ἐγγραφαὶ γίνονται καθ' ἑκάστην ἡμέραν πρὸ καὶ μετὰ μεσημβρίαν. bbox=[18, 992, 347, 1072]
paragraph: Αἱ ρουμανικαὶ ἐφημερίδες διαβεβαιοῦσιν, ὅτι αἱ ἀνακρίσεις τοῦ Βουκουρεστίου ἀπεκάλυψαν τὴν ὕπαρξιν πολλῶν κομιτάτων τῶν Βουλγάρων ἐν Ὀδησσῷ, Ἄγραμ, Γενεύῃ, ὅπου ἐκδίδεται καὶ ἰδικὴ ἐφημερίς, Παρισίοις, Ἀθήναις καὶ ἄλλαις ἐλληνικαῖς πόλεσι. bbox=[1209, 577, 1580, 657]
column-1 bbox=[18, 44, 347, 2288]
paragraph bbox=[355, 395, 616, 461]
lead-word: Ἐνοικιάζεται bbox=[36, 1369, 151, 1384]
paragraph: Ἐν τῷ ναῷ τοῦ Ἁγίου Κωνσταντίνου ἐτελέσθησαν οἱ γάμοι τοῦ ἐργοστασιάρχου Γεωργίου Κάζαγλη μετὰ τῆς χαριτοβρύτου δεσποινίδος Γαρουφαλιᾶς Α. Βενιέρη. Τοὺς στεφάνους ἀντήλλαξεν ὁ κ. Ἀρβανίτης. Τοῖς νεονύμφοις εὐχόμεθα βίον ἀνθόσπαρτον. bbox=[355, 755, 616, 868]
paper-name: ΕΜΠΡΟΣ bbox=[740, 11, 856, 33]
paragraph: ἥτις ἤδη μεθαύριον ἐκδίδεται εἰς φυλλάδια πεντάλεπτα εἰκονογραφημένα ἀπὸ τοῦ κ. Ἀν. Φέξη. bbox=[18, 1324, 347, 1354]
banner-space bbox=[624, 44, 896, 172]
paragraph bbox=[18, 181, 347, 262]
divider bbox=[355, 1460, 616, 1461]
masthead bbox=[0, 0, 1596, 44]
